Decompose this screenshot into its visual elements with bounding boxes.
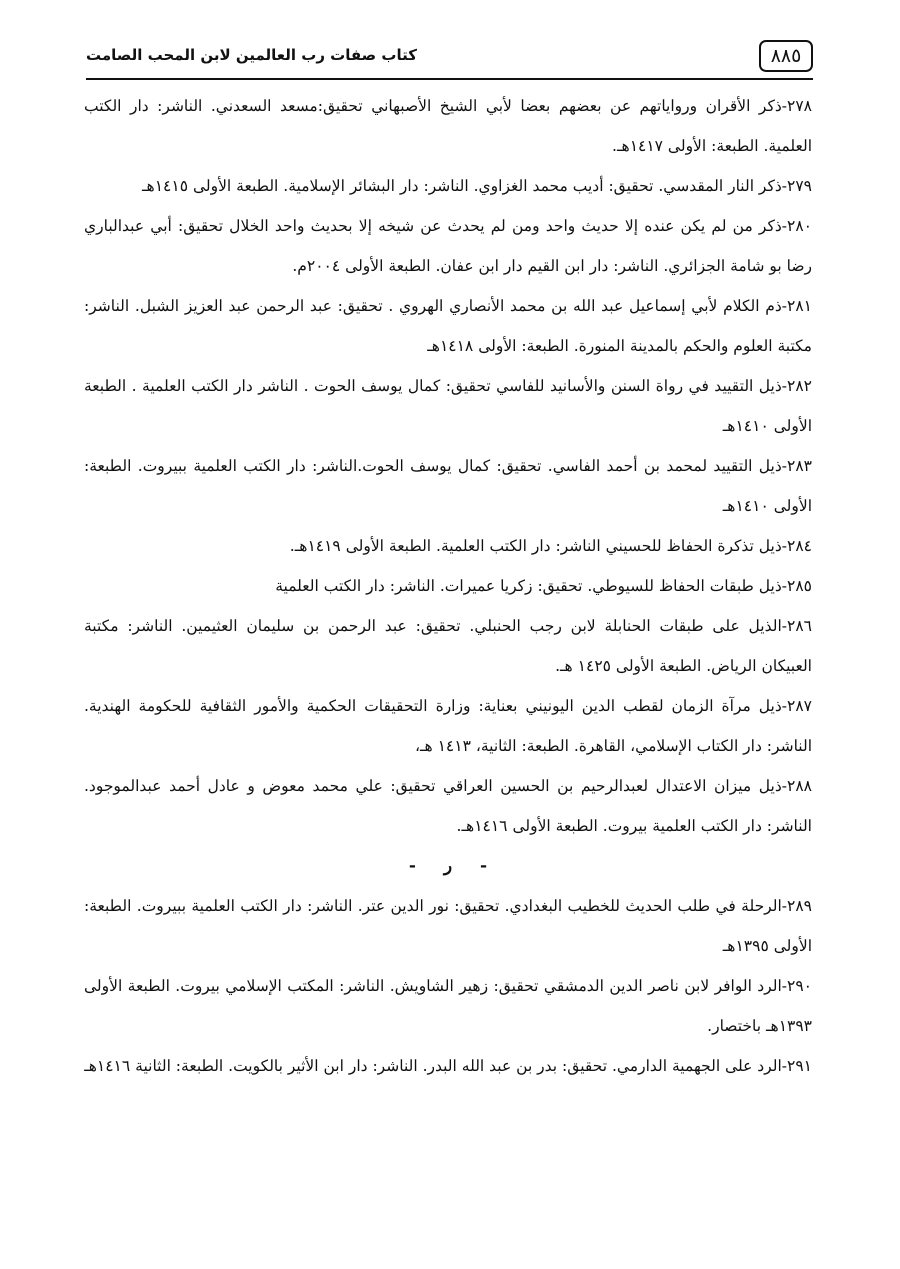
- entry-number: ٢٧٩: [787, 177, 812, 195]
- bibliography-list: [84, 86, 812, 1086]
- bibliography-entry: ٢٨٧-ذيل مرآة الزمان لقطب الدين اليونيني بعناية: وزارة التحقيقات الحكمية والأمور الثقافية للحكومة الهندية. الناشر: دار الكتاب الإسلامي، القاهرة. الطبعة: الثانية، ١٤١٣ هـ،: [84, 697, 812, 755]
- entry-text: ذكر النار المقدسي. تحقيق: أديب محمد الغزاوي. الناشر: دار البشائر الإسلامية. الطبعة الأولى ١٤١٥هـ: [142, 177, 782, 195]
- bibliography-entry: ٢٧٨-ذكر الأقران ورواياتهم عن بعضهم بعضا لأبي الشيخ الأصبهاني تحقيق:مسعد السعدني. الناشر: دار الكتب العلمية. الطبعة: الأولى ١٤١٧هـ.: [84, 97, 812, 155]
- running-title: كتاب صفات رب العالمين لابن المحب الصامت: [86, 46, 417, 64]
- bibliography-entry: ٢٩٠-الرد الوافر لابن ناصر الدين الدمشقي تحقيق: زهير الشاويش. الناشر: المكتب الإسلامي بيروت. الطبعة الأولى ١٣٩٣هـ باختصار.: [84, 977, 812, 1035]
- bibliography-entry: ٢٨٩-الرحلة في طلب الحديث للخطيب البغدادي. تحقيق: نور الدين عتر. الناشر: دار الكتب العلمية ببيروت. الطبعة: الأولى ١٣٩٥هـ: [84, 897, 812, 955]
- entry-number: ٢٨٧: [787, 697, 812, 715]
- bibliography-entry: ٢٨١-ذم الكلام لأبي إسماعيل عبد الله بن محمد الأنصاري الهروي . تحقيق: عبد الرحمن عبد العزيز الشبل. الناشر: مكتبة العلوم والحكم بالمدينة المنورة. الطبعة: الأولى ١٤١٨هـ: [84, 297, 812, 355]
- bibliography-entry: ٢٨٠-ذكر من لم يكن عنده إلا حديث واحد ومن لم يحدث عن شيخه إلا بحديث واحد الخلال تحقيق: أبي عبدالباري رضا بو شامة الجزائري. الناشر: دار ابن القيم دار ابن عفان. الطبعة الأولى ٢٠٠٤م.: [84, 217, 812, 275]
- entry-text: الرد الوافر لابن ناصر الدين الدمشقي تحقيق: زهير الشاويش. الناشر: المكتب الإسلامي بيروت. الطبعة الأولى ١٣٩٣هـ باختصار.: [84, 977, 812, 1035]
- entry-text: ذيل التقييد في رواة السنن والأسانيد للفاسي تحقيق: كمال يوسف الحوت . الناشر دار الكتب العلمية . الطبعة الأولى ١٤١٠هـ: [84, 377, 812, 435]
- page-number: ٨٨٥: [770, 45, 802, 67]
- entry-text: ذيل تذكرة الحفاظ للحسيني الناشر: دار الكتب العلمية. الطبعة الأولى ١٤١٩هـ.: [289, 537, 782, 555]
- entry-text: ذيل مرآة الزمان لقطب الدين اليونيني بعناية: وزارة التحقيقات الحكمية والأمور الثقافية للحكومة الهندية. الناشر: دار الكتاب الإسلامي، القاهرة. الطبعة: الثانية، ١٤١٣ هـ،: [84, 697, 812, 755]
- bibliography-entry: ٢٧٩-ذكر النار المقدسي. تحقيق: أديب محمد الغزاوي. الناشر: دار البشائر الإسلامية. الطبعة الأولى ١٤١٥هـ: [142, 177, 812, 195]
- entry-number: ٢٨٢: [787, 377, 812, 395]
- entry-number: ٢٨٩: [787, 897, 812, 915]
- entry-number: ٢٨٣: [787, 457, 812, 475]
- page-header: [86, 40, 813, 76]
- entry-number: ٢٩٠: [787, 977, 812, 995]
- section-divider: - ر -: [408, 856, 488, 876]
- entry-number: ٢٨٦: [787, 617, 812, 635]
- bibliography-entry: ٢٨٦-الذيل على طبقات الحنابلة لابن رجب الحنبلي. تحقيق: عبد الرحمن بن سليمان العثيمين. الناشر: مكتبة العبيكان الرياض. الطبعة الأولى ١٤٢٥ هـ.: [84, 617, 812, 675]
- entry-text: الرد على الجهمية الدارمي. تحقيق: بدر بن عبد الله البدر. الناشر: دار ابن الأثير بالكويت. الطبعة: الثانية ١٤١٦هـ: [84, 1057, 782, 1075]
- bibliography-entry: ٢٨٣-ذيل التقييد لمحمد بن أحمد الفاسي. تحقيق: كمال يوسف الحوت.الناشر: دار الكتب العلمية ببيروت. الطبعة: الأولى ١٤١٠هـ: [84, 457, 812, 515]
- entry-text: الذيل على طبقات الحنابلة لابن رجب الحنبلي. تحقيق: عبد الرحمن بن سليمان العثيمين. الناشر: مكتبة العبيكان الرياض. الطبعة الأولى ١٤٢٥ هـ.: [84, 617, 812, 675]
- entry-number: ٢٨٥: [787, 577, 812, 595]
- bibliography-entry: ٢٨٨-ذيل ميزان الاعتدال لعبدالرحيم بن الحسين العراقي تحقيق: علي محمد معوض و عادل أحمد عبدالموجود. الناشر: دار الكتب العلمية بيروت. الطبعة الأولى ١٤١٦هـ.: [84, 777, 812, 835]
- bibliography-entry: ٢٨٢-ذيل التقييد في رواة السنن والأسانيد للفاسي تحقيق: كمال يوسف الحوت . الناشر دار الكتب العلمية . الطبعة الأولى ١٤١٠هـ: [84, 377, 812, 435]
- entry-number: ٢٨٤: [787, 537, 812, 555]
- entry-text: ذم الكلام لأبي إسماعيل عبد الله بن محمد الأنصاري الهروي . تحقيق: عبد الرحمن عبد العزيز الشبل. الناشر: مكتبة العلوم والحكم بالمدينة المنورة. الطبعة: الأولى ١٤١٨هـ: [84, 297, 812, 355]
- entry-number: ٢٨٨: [787, 777, 812, 795]
- header-rule: [86, 78, 813, 80]
- bibliography-entry: ٢٩١-الرد على الجهمية الدارمي. تحقيق: بدر بن عبد الله البدر. الناشر: دار ابن الأثير بالكويت. الطبعة: الثانية ١٤١٦هـ: [84, 1057, 812, 1075]
- entry-text: الرحلة في طلب الحديث للخطيب البغدادي. تحقيق: نور الدين عتر. الناشر: دار الكتب العلمية ببيروت. الطبعة: الأولى ١٣٩٥هـ: [84, 897, 812, 955]
- entry-text: ذيل ميزان الاعتدال لعبدالرحيم بن الحسين العراقي تحقيق: علي محمد معوض و عادل أحمد عبدالموجود. الناشر: دار الكتب العلمية بيروت. الطبعة الأولى ١٤١٦هـ.: [84, 777, 812, 835]
- entry-text: ذيل طبقات الحفاظ للسيوطي. تحقيق: زكريا عميرات. الناشر: دار الكتب العلمية: [275, 577, 782, 595]
- bibliography-entry: ٢٨٥-ذيل طبقات الحفاظ للسيوطي. تحقيق: زكريا عميرات. الناشر: دار الكتب العلمية: [275, 577, 812, 595]
- entry-text: ذكر من لم يكن عنده إلا حديث واحد ومن لم يحدث عن شيخه إلا بحديث واحد الخلال تحقيق: أبي عبدالباري رضا بو شامة الجزائري. الناشر: دار ابن القيم دار ابن عفان. الطبعة الأولى ٢٠٠٤م.: [84, 217, 812, 275]
- entry-number: ٢٩١: [787, 1057, 812, 1075]
- entry-number: ٢٧٨: [787, 97, 812, 115]
- entry-number: ٢٨٠: [787, 217, 812, 235]
- entry-number: ٢٨١: [787, 297, 812, 315]
- entry-text: ذيل التقييد لمحمد بن أحمد الفاسي. تحقيق: كمال يوسف الحوت.الناشر: دار الكتب العلمية ببيروت. الطبعة: الأولى ١٤١٠هـ: [84, 457, 812, 515]
- page-number-box: [759, 40, 813, 72]
- bibliography-entry: ٢٨٤-ذيل تذكرة الحفاظ للحسيني الناشر: دار الكتب العلمية. الطبعة الأولى ١٤١٩هـ.: [289, 537, 812, 555]
- entry-text: ذكر الأقران ورواياتهم عن بعضهم بعضا لأبي الشيخ الأصبهاني تحقيق:مسعد السعدني. الناشر: دار الكتب العلمية. الطبعة: الأولى ١٤١٧هـ.: [84, 97, 812, 155]
